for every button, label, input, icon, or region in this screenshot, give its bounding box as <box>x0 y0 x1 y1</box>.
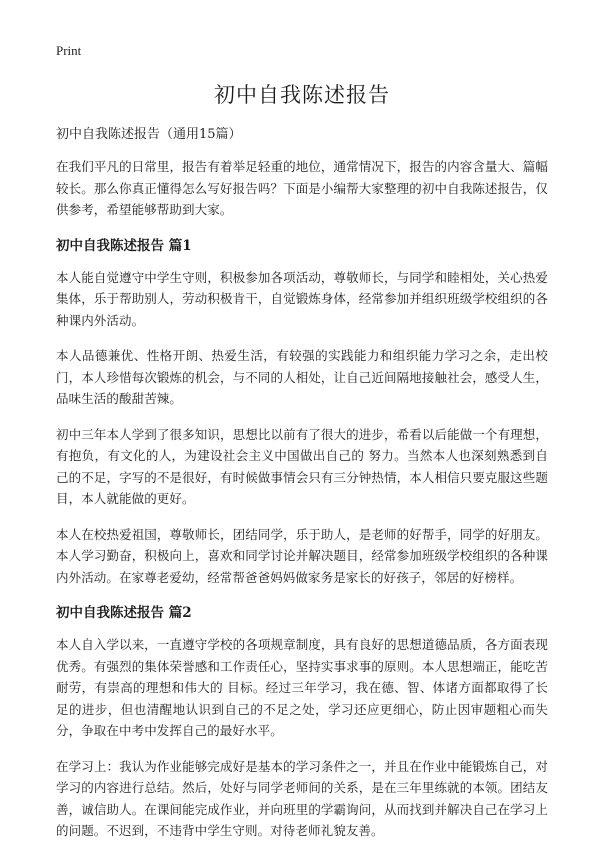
document-subtitle: 初中自我陈述报告（通用15篇） <box>56 127 242 142</box>
document-title: 初中自我陈述报告 <box>214 83 390 107</box>
body-paragraph: 本人能自觉遵守中学生守则，积极参加各项活动，尊敬师长，与同学和睦相处，关心热爱集体，乐于帮助别人，劳动积极肯干，自觉锻炼身体，经常参加并组织班级学校组织的各种课内外活动。 <box>56 269 548 328</box>
section-heading: 初中自我陈述报告 篇2 <box>56 605 192 621</box>
body-paragraph: 本人品德兼优、性格开朗、热爱生活，有较强的实践能力和组织能力学习之余，走出校门，本人珍惜每次锻炼的机会，与不同的人相处，让自己近间隔地接触社会，感受人生，品味生活的酸甜苦辣。 <box>56 348 548 406</box>
document-page <box>56 40 548 856</box>
body-paragraph: 本人自入学以来，一直遵守学校的各项规章制度，具有良好的思想道德品质，各方面表现优秀。有强烈的集体荣誉感和工作责任心，坚持实事求事的原则。本人思想端正，能吃苦耐劳，有崇高的理想和伟大的 目标。经过三年学习，我在德、智、体诸方面都取得了长足的进步，但也清醒地认识到自己的不足之处，学习还应更细心，防止因审题粗心而失分，争取在中考中发挥自己的最好水平。 <box>56 637 548 738</box>
body-paragraph: 在学习上：我认为作业能够完成好是基本的学习条件之一，并且在作业中能锻炼自己，对学习的内容进行总结。然后，处好与同学老师间的关系，是在三年里练就的本领。团结友善，诚信助人。在课间能完成作业，并向班里的学霸询问，从而找到并解决自己在学习上的问题。不迟到，不违背中学生守则。对待老师礼貌友善。 <box>56 758 548 838</box>
body-paragraph: 本人在校热爱祖国，尊敬师长，团结同学，乐于助人，是老师的好帮手，同学的好朋友。本人学习勤奋，积极向上，喜欢和同学讨论并解决题目，经常参加班级学校组织的各种课内外活动。在家尊老爱幼，经常帮爸爸妈妈做家务是家长的好孩子，邻居的好榜样。 <box>56 526 548 585</box>
section-heading: 初中自我陈述报告 篇1 <box>56 237 192 254</box>
print-link[interactable]: Print <box>56 43 82 58</box>
body-paragraph: 初中三年本人学到了很多知识，思想比以前有了很大的进步，希看以后能做一个有理想，有抱负，有文化的人，为建设社会主义中国做出自己的 努力。当然本人也深刻熟悉到自己的不足，字写的不是很好，有时候做事情会只有三分钟热情，本人相信只要克服这些题目，本人就能做的更好。 <box>56 426 548 506</box>
intro-paragraph: 在我们平凡的日常里，报告有着举足轻重的地位，通常情况下，报告的内容含量大、篇幅较长。那么你真正懂得怎么写好报告吗？下面是小编帮大家整理的初中自我陈述报告，仅供参考，希望能够帮助到大家。 <box>56 159 548 217</box>
